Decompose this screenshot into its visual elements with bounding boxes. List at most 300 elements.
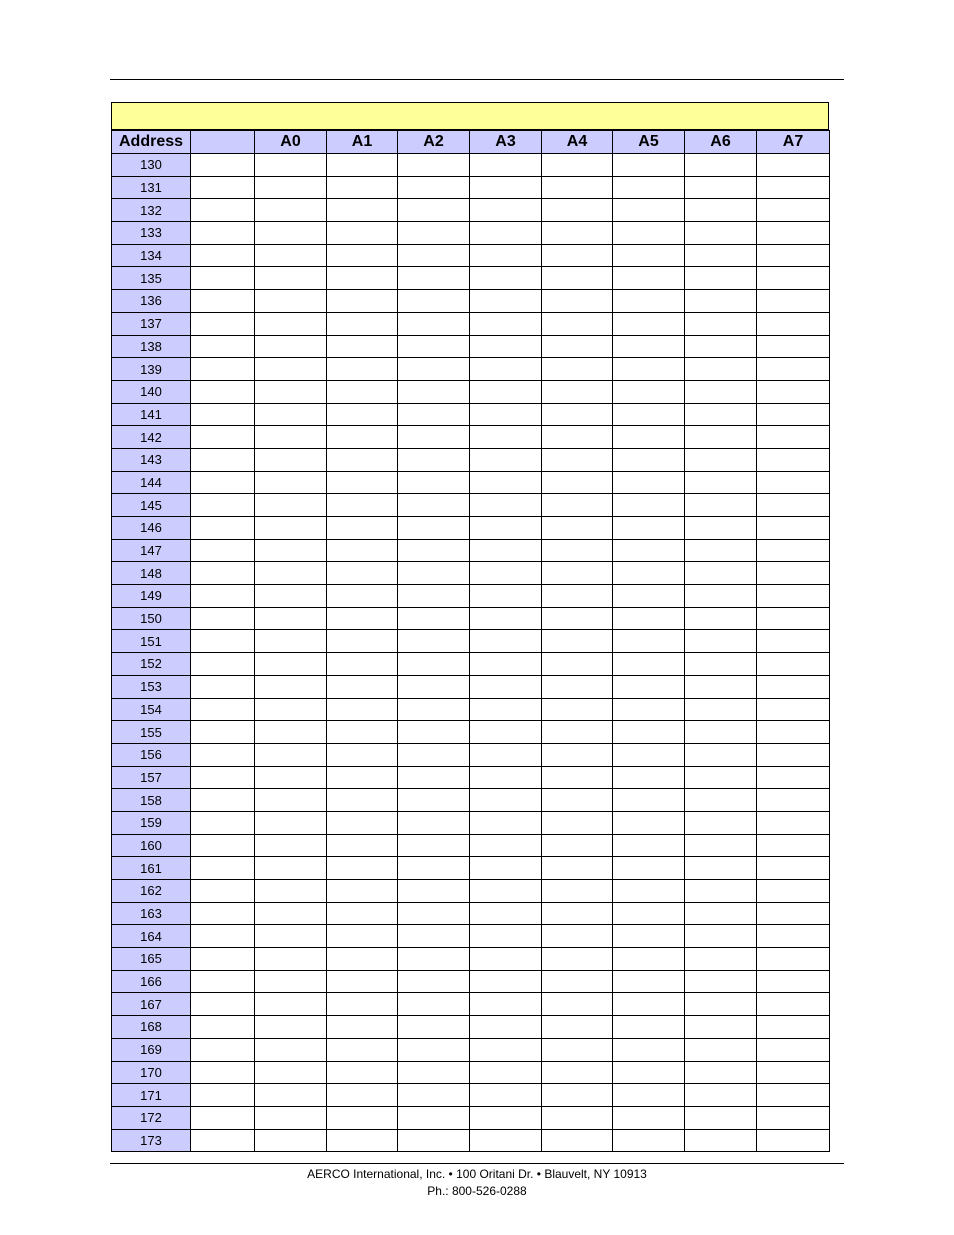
- data-cell: [542, 948, 613, 971]
- data-cell: [542, 675, 613, 698]
- data-cell: [470, 154, 542, 177]
- data-cell: [191, 358, 255, 381]
- data-cell: [685, 948, 757, 971]
- data-cell: [470, 1129, 542, 1152]
- data-cell: [542, 222, 613, 245]
- data-cell: [685, 199, 757, 222]
- column-header-address: Address: [112, 131, 191, 154]
- data-cell: [255, 675, 327, 698]
- data-cell: [398, 1016, 470, 1039]
- data-cell: [685, 880, 757, 903]
- data-cell: [613, 698, 685, 721]
- data-cell: [398, 1038, 470, 1061]
- data-cell: [191, 993, 255, 1016]
- data-cell: [613, 539, 685, 562]
- data-cell: [470, 789, 542, 812]
- data-cell: [255, 857, 327, 880]
- data-cell: [470, 743, 542, 766]
- data-cell: [255, 789, 327, 812]
- address-cell: 142: [112, 426, 191, 449]
- data-cell: [685, 539, 757, 562]
- data-cell: [685, 517, 757, 540]
- column-header-a1: A1: [327, 131, 398, 154]
- data-cell: [757, 675, 830, 698]
- data-cell: [685, 1038, 757, 1061]
- data-cell: [398, 1061, 470, 1084]
- data-cell: [327, 811, 398, 834]
- data-cell: [255, 154, 327, 177]
- data-cell: [327, 222, 398, 245]
- address-cell: 170: [112, 1061, 191, 1084]
- data-cell: [757, 630, 830, 653]
- data-cell: [613, 448, 685, 471]
- data-cell: [542, 970, 613, 993]
- data-cell: [685, 653, 757, 676]
- data-cell: [685, 630, 757, 653]
- address-cell: 164: [112, 925, 191, 948]
- data-cell: [327, 698, 398, 721]
- data-cell: [685, 335, 757, 358]
- data-cell: [327, 494, 398, 517]
- data-cell: [542, 902, 613, 925]
- data-cell: [613, 675, 685, 698]
- table-row: [112, 789, 830, 812]
- data-cell: [470, 358, 542, 381]
- data-cell: [613, 1016, 685, 1039]
- data-cell: [757, 1061, 830, 1084]
- data-cell: [613, 471, 685, 494]
- data-cell: [398, 1084, 470, 1107]
- data-cell: [613, 811, 685, 834]
- data-cell: [327, 562, 398, 585]
- data-cell: [398, 426, 470, 449]
- data-cell: [191, 539, 255, 562]
- data-cell: [255, 630, 327, 653]
- address-cell: 140: [112, 380, 191, 403]
- address-cell: 146: [112, 517, 191, 540]
- data-cell: [470, 766, 542, 789]
- data-cell: [398, 993, 470, 1016]
- data-cell: [255, 562, 327, 585]
- data-cell: [191, 811, 255, 834]
- data-cell: [613, 199, 685, 222]
- data-cell: [613, 154, 685, 177]
- data-cell: [757, 267, 830, 290]
- data-cell: [255, 721, 327, 744]
- table-row: [112, 562, 830, 585]
- data-cell: [757, 494, 830, 517]
- data-cell: [191, 222, 255, 245]
- data-cell: [327, 380, 398, 403]
- data-cell: [398, 1106, 470, 1129]
- data-cell: [327, 948, 398, 971]
- data-cell: [685, 448, 757, 471]
- data-cell: [470, 290, 542, 313]
- table-row: [112, 1106, 830, 1129]
- data-cell: [685, 494, 757, 517]
- data-cell: [470, 267, 542, 290]
- data-cell: [191, 1129, 255, 1152]
- address-cell: 165: [112, 948, 191, 971]
- data-cell: [191, 312, 255, 335]
- data-cell: [757, 698, 830, 721]
- data-cell: [327, 403, 398, 426]
- data-cell: [191, 585, 255, 608]
- data-cell: [191, 766, 255, 789]
- data-cell: [470, 902, 542, 925]
- data-cell: [470, 244, 542, 267]
- data-cell: [757, 539, 830, 562]
- data-cell: [757, 244, 830, 267]
- data-cell: [327, 834, 398, 857]
- data-cell: [327, 1061, 398, 1084]
- data-cell: [613, 290, 685, 313]
- data-cell: [613, 494, 685, 517]
- data-cell: [255, 539, 327, 562]
- data-cell: [191, 1106, 255, 1129]
- data-cell: [191, 426, 255, 449]
- data-cell: [327, 630, 398, 653]
- data-cell: [542, 290, 613, 313]
- data-cell: [613, 380, 685, 403]
- data-cell: [191, 244, 255, 267]
- data-cell: [685, 471, 757, 494]
- data-cell: [470, 562, 542, 585]
- data-cell: [327, 176, 398, 199]
- table-row: [112, 811, 830, 834]
- data-cell: [613, 222, 685, 245]
- data-cell: [542, 494, 613, 517]
- data-cell: [398, 970, 470, 993]
- data-cell: [327, 312, 398, 335]
- data-cell: [255, 585, 327, 608]
- table-row: [112, 721, 830, 744]
- data-cell: [757, 380, 830, 403]
- data-cell: [398, 834, 470, 857]
- data-cell: [398, 766, 470, 789]
- data-cell: [398, 176, 470, 199]
- data-cell: [542, 789, 613, 812]
- data-cell: [398, 948, 470, 971]
- data-cell: [613, 993, 685, 1016]
- data-cell: [191, 562, 255, 585]
- address-cell: 166: [112, 970, 191, 993]
- data-cell: [327, 902, 398, 925]
- data-cell: [327, 675, 398, 698]
- data-cell: [470, 1016, 542, 1039]
- data-cell: [327, 1129, 398, 1152]
- data-cell: [757, 199, 830, 222]
- data-cell: [255, 743, 327, 766]
- data-cell: [542, 1038, 613, 1061]
- column-header-blank: [191, 131, 255, 154]
- data-cell: [757, 176, 830, 199]
- data-cell: [191, 653, 255, 676]
- address-cell: 168: [112, 1016, 191, 1039]
- address-cell: 147: [112, 539, 191, 562]
- table-row: [112, 902, 830, 925]
- data-cell: [398, 789, 470, 812]
- data-cell: [255, 380, 327, 403]
- table-row: [112, 993, 830, 1016]
- data-cell: [470, 335, 542, 358]
- column-header-a2: A2: [398, 131, 470, 154]
- data-cell: [613, 630, 685, 653]
- data-cell: [613, 834, 685, 857]
- data-cell: [398, 244, 470, 267]
- data-cell: [470, 1106, 542, 1129]
- data-cell: [470, 948, 542, 971]
- data-cell: [542, 244, 613, 267]
- data-cell: [470, 880, 542, 903]
- address-cell: 172: [112, 1106, 191, 1129]
- table-row: [112, 290, 830, 313]
- data-cell: [685, 902, 757, 925]
- data-cell: [685, 675, 757, 698]
- data-cell: [470, 925, 542, 948]
- data-cell: [613, 312, 685, 335]
- data-cell: [470, 539, 542, 562]
- data-cell: [398, 154, 470, 177]
- address-cell: 136: [112, 290, 191, 313]
- data-cell: [470, 471, 542, 494]
- data-cell: [398, 358, 470, 381]
- data-cell: [327, 517, 398, 540]
- data-cell: [327, 1106, 398, 1129]
- data-cell: [685, 267, 757, 290]
- data-cell: [685, 857, 757, 880]
- data-cell: [398, 290, 470, 313]
- data-cell: [613, 517, 685, 540]
- table-row: [112, 607, 830, 630]
- data-cell: [613, 1061, 685, 1084]
- data-cell: [542, 267, 613, 290]
- data-cell: [327, 539, 398, 562]
- table-row: [112, 403, 830, 426]
- data-cell: [470, 312, 542, 335]
- data-cell: [327, 1084, 398, 1107]
- data-cell: [398, 335, 470, 358]
- data-cell: [327, 471, 398, 494]
- data-cell: [398, 471, 470, 494]
- data-cell: [191, 1038, 255, 1061]
- data-cell: [685, 993, 757, 1016]
- data-cell: [398, 1129, 470, 1152]
- data-cell: [470, 970, 542, 993]
- table-row: [112, 426, 830, 449]
- data-cell: [470, 721, 542, 744]
- footer-rule: [110, 1163, 844, 1164]
- data-cell: [327, 925, 398, 948]
- data-cell: [398, 403, 470, 426]
- data-cell: [685, 1061, 757, 1084]
- table-row: [112, 766, 830, 789]
- data-cell: [255, 948, 327, 971]
- data-cell: [613, 880, 685, 903]
- data-cell: [542, 607, 613, 630]
- data-cell: [191, 925, 255, 948]
- table-row: [112, 675, 830, 698]
- data-cell: [542, 380, 613, 403]
- data-cell: [327, 199, 398, 222]
- data-cell: [470, 1038, 542, 1061]
- data-cell: [757, 607, 830, 630]
- column-header-a6: A6: [685, 131, 757, 154]
- data-cell: [757, 517, 830, 540]
- address-cell: 155: [112, 721, 191, 744]
- address-cell: 145: [112, 494, 191, 517]
- data-cell: [191, 607, 255, 630]
- data-cell: [542, 630, 613, 653]
- address-cell: 160: [112, 834, 191, 857]
- data-cell: [327, 154, 398, 177]
- data-cell: [685, 290, 757, 313]
- data-cell: [542, 199, 613, 222]
- data-cell: [255, 902, 327, 925]
- address-cell: 163: [112, 902, 191, 925]
- address-cell: 162: [112, 880, 191, 903]
- table-row: [112, 743, 830, 766]
- data-cell: [613, 902, 685, 925]
- data-cell: [255, 448, 327, 471]
- data-cell: [327, 743, 398, 766]
- address-cell: 134: [112, 244, 191, 267]
- data-cell: [685, 743, 757, 766]
- data-cell: [327, 789, 398, 812]
- data-cell: [470, 403, 542, 426]
- data-cell: [191, 1084, 255, 1107]
- address-cell: 148: [112, 562, 191, 585]
- data-cell: [191, 1016, 255, 1039]
- data-cell: [613, 653, 685, 676]
- header-rule: [110, 79, 844, 80]
- data-cell: [327, 335, 398, 358]
- data-cell: [470, 857, 542, 880]
- data-cell: [685, 766, 757, 789]
- data-cell: [255, 607, 327, 630]
- address-cell: 135: [112, 267, 191, 290]
- address-cell: 169: [112, 1038, 191, 1061]
- table-row: [112, 970, 830, 993]
- data-cell: [191, 948, 255, 971]
- address-cell: 159: [112, 811, 191, 834]
- data-cell: [255, 426, 327, 449]
- data-cell: [255, 1038, 327, 1061]
- data-cell: [685, 312, 757, 335]
- data-cell: [542, 880, 613, 903]
- address-cell: 149: [112, 585, 191, 608]
- data-cell: [191, 154, 255, 177]
- data-cell: [191, 630, 255, 653]
- data-cell: [470, 222, 542, 245]
- data-cell: [191, 1061, 255, 1084]
- data-cell: [398, 630, 470, 653]
- data-cell: [470, 517, 542, 540]
- data-cell: [398, 199, 470, 222]
- data-cell: [757, 1084, 830, 1107]
- data-cell: [191, 970, 255, 993]
- data-cell: [685, 721, 757, 744]
- table-header-row: [112, 131, 830, 154]
- data-cell: [757, 789, 830, 812]
- table-row: [112, 1084, 830, 1107]
- data-cell: [613, 1106, 685, 1129]
- data-cell: [191, 857, 255, 880]
- table-row: [112, 199, 830, 222]
- data-cell: [398, 698, 470, 721]
- data-cell: [327, 653, 398, 676]
- table-row: [112, 857, 830, 880]
- data-cell: [757, 880, 830, 903]
- data-cell: [398, 517, 470, 540]
- data-cell: [685, 358, 757, 381]
- data-cell: [685, 222, 757, 245]
- data-cell: [757, 834, 830, 857]
- data-cell: [470, 1084, 542, 1107]
- data-cell: [542, 698, 613, 721]
- data-cell: [398, 675, 470, 698]
- data-cell: [398, 562, 470, 585]
- data-cell: [542, 1084, 613, 1107]
- data-cell: [398, 222, 470, 245]
- data-cell: [191, 675, 255, 698]
- data-cell: [613, 335, 685, 358]
- data-cell: [398, 902, 470, 925]
- data-cell: [398, 880, 470, 903]
- data-cell: [685, 834, 757, 857]
- data-cell: [255, 290, 327, 313]
- address-cell: 139: [112, 358, 191, 381]
- footer-address: AERCO International, Inc. • 100 Oritani Dr. • Blauvelt, NY 10913: [307, 1167, 647, 1181]
- data-cell: [255, 199, 327, 222]
- data-cell: [613, 970, 685, 993]
- data-cell: [327, 448, 398, 471]
- data-cell: [470, 1061, 542, 1084]
- table-row: [112, 1129, 830, 1152]
- data-cell: [685, 403, 757, 426]
- data-cell: [542, 426, 613, 449]
- data-cell: [255, 176, 327, 199]
- data-cell: [191, 902, 255, 925]
- table-row: [112, 834, 830, 857]
- data-cell: [470, 494, 542, 517]
- data-cell: [613, 358, 685, 381]
- data-cell: [327, 1016, 398, 1039]
- data-cell: [255, 1106, 327, 1129]
- data-cell: [757, 358, 830, 381]
- data-cell: [757, 471, 830, 494]
- data-cell: [613, 585, 685, 608]
- table-row: [112, 448, 830, 471]
- data-cell: [255, 267, 327, 290]
- data-cell: [470, 585, 542, 608]
- address-cell: 152: [112, 653, 191, 676]
- data-cell: [327, 290, 398, 313]
- column-header-a0: A0: [255, 131, 327, 154]
- data-cell: [327, 766, 398, 789]
- data-cell: [255, 312, 327, 335]
- data-cell: [470, 176, 542, 199]
- address-cell: 151: [112, 630, 191, 653]
- data-cell: [542, 1061, 613, 1084]
- data-cell: [191, 290, 255, 313]
- data-cell: [191, 834, 255, 857]
- data-cell: [757, 743, 830, 766]
- data-cell: [327, 970, 398, 993]
- data-cell: [685, 607, 757, 630]
- data-cell: [398, 585, 470, 608]
- data-cell: [470, 675, 542, 698]
